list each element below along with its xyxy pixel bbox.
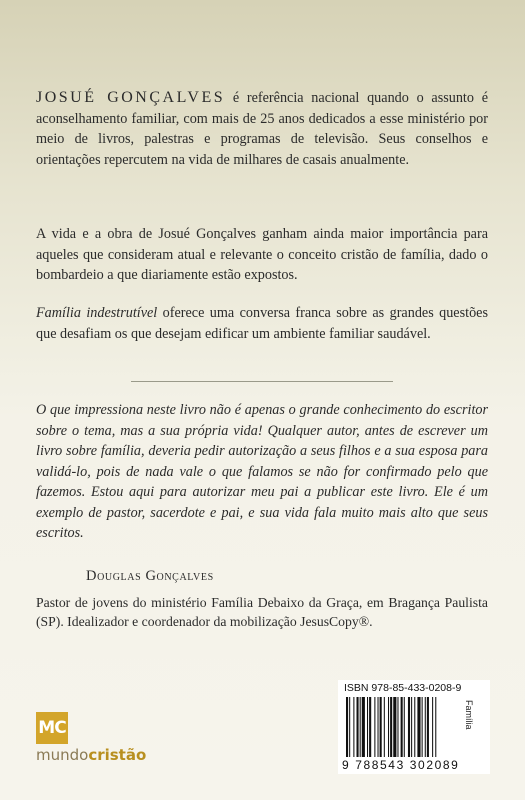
barcode-bar bbox=[404, 697, 405, 757]
spine-title-label: Família bbox=[464, 700, 474, 730]
barcode-bar bbox=[357, 697, 359, 757]
barcode-bar bbox=[408, 697, 410, 757]
barcode-bar bbox=[388, 697, 389, 757]
barcode-bar bbox=[435, 697, 436, 757]
barcode-bar bbox=[374, 697, 375, 757]
barcode-bar bbox=[414, 697, 415, 757]
barcode-bar bbox=[425, 697, 426, 757]
barcode-bar bbox=[378, 697, 379, 757]
divider-rule bbox=[131, 381, 393, 382]
barcode-bar bbox=[427, 697, 429, 757]
publisher-logo-mark: MC bbox=[36, 712, 68, 744]
barcode-bar bbox=[401, 697, 403, 757]
isbn-label: ISBN 978-85-433-0208-9 bbox=[344, 682, 462, 694]
testimonial-quote: O que impressiona neste livro não é apenas o grande conhecimento do escritor sobre o tema, mas a sua própria vida! Qualquer autor, antes de escrever um livro sobre família, deveria pedir autorização a seus filhos e a sua esposa para validá-lo, pois de nada vale o que falamos se não for confirmado pelo que fazemos. Estou aqui para autorizar meu pai a publicar este livro. Ele é um exemplo de pastor, sacerdote e pai, e sua vida fala muito mais alto que seus escritos. bbox=[36, 402, 488, 541]
publisher-logo bbox=[36, 712, 147, 764]
barcode-bar bbox=[393, 697, 396, 757]
barcode-bar bbox=[360, 697, 361, 757]
barcode-bar bbox=[384, 697, 385, 757]
signer-bio: Pastor de jovens do ministério Família Debaixo da Graça, em Bragança Paulista (SP). Idealizador e coordenador da mobilização JesusCopy®. bbox=[36, 595, 488, 629]
barcode-digits: 9 788543 302089 bbox=[342, 758, 460, 772]
book-summary-text: oferece uma conversa franca sobre as grandes questões que desafiam os que desejam edificar um ambiente familiar saudável. bbox=[36, 305, 488, 342]
publisher-name-part2: cristão bbox=[88, 746, 147, 764]
barcode-bar bbox=[422, 697, 423, 757]
author-name: JOSUÉ GONÇALVES bbox=[36, 89, 226, 106]
barcode-bar bbox=[380, 697, 382, 757]
barcode-graphic bbox=[346, 697, 474, 757]
author-bio-text: é referência nacional quando o assunto é aconselhamento familiar, com mais de 25 anos dedicados a esse ministério por meio de livros, palestras e programas de televisão. Seus conselhos e orientações repercutem na vida de milhares de casais anualmente. bbox=[36, 90, 488, 168]
barcode-bar bbox=[397, 697, 398, 757]
barcode-bar bbox=[432, 697, 433, 757]
barcode-bar bbox=[349, 697, 350, 757]
barcode-bar bbox=[411, 697, 412, 757]
publisher-name-part1: mundo bbox=[36, 746, 89, 764]
barcode-bar bbox=[362, 697, 365, 757]
barcode-bar bbox=[417, 697, 420, 757]
author-bio-paragraph bbox=[36, 88, 488, 170]
barcode-bar bbox=[390, 697, 392, 757]
book-summary-paragraph bbox=[36, 303, 488, 344]
context-paragraph: A vida e a obra de Josué Gonçalves ganham ainda maior importância para aqueles que consideram atual e relevante o conceito cristão de família, dado o bombardeio a que diariamente estão expostos. bbox=[36, 226, 488, 283]
testimonial-signature: Douglas Gonçalves bbox=[86, 568, 214, 584]
barcode-bar bbox=[369, 697, 371, 757]
publisher-name bbox=[36, 746, 146, 764]
barcode-bar bbox=[353, 697, 354, 757]
barcode-bar bbox=[346, 697, 348, 757]
barcode-bar bbox=[367, 697, 368, 757]
book-title: Família indestrutível bbox=[36, 305, 158, 321]
